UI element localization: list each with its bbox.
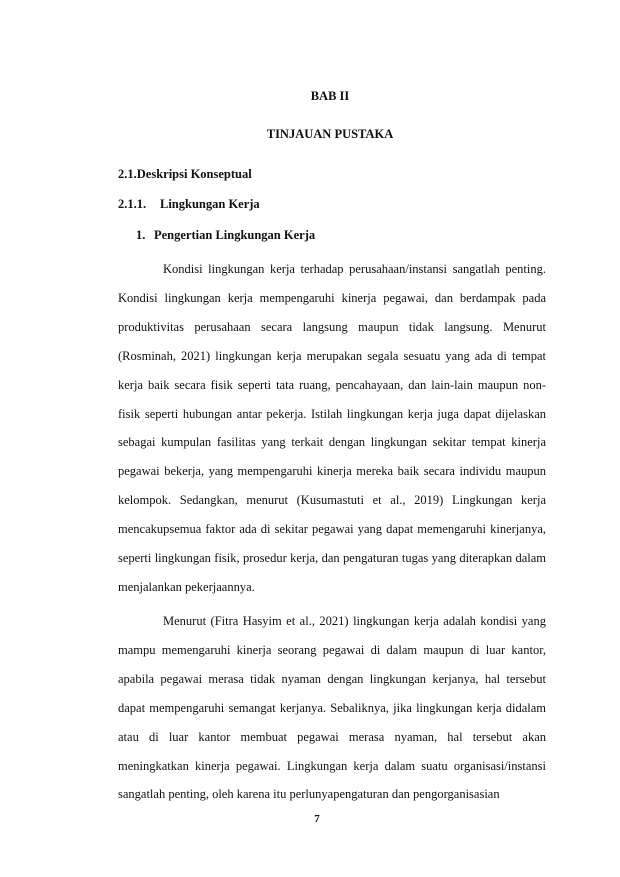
subsection-heading [118,197,260,212]
body-paragraph-1: Kondisi lingkungan kerja terhadap perusahaan/instansi sangatlah penting. Kondisi lingkungan kerja mempengaruhi kinerja pegawai, dan berdampak pada produktivitas perusahaan secara langsung maupun tidak langsung. Menurut (Rosminah, 2021) lingkungan kerja merupakan segala sesuatu yang ada di tempat kerja baik secara fisik seperti tata ruang, pencahayaan, dan lain-lain maupun non-fisik seperti hubungan antar pekerja. Istilah lingkungan kerja juga dapat dijelaskan sebagai kumpulan fasilitas yang terkait dengan lingkungan sekitar tempat kinerja pegawai bekerja, yang mempengaruhi kinerja mereka baik secara individu maupun kelompok. Sedangkan, menurut (Kusumastuti et al., 2019) Lingkungan kerja mencakupsemua faktor ada di sekitar pegawai yang dapat memengaruhi kinerjanya, seperti lingkungan fisik, prosedur kerja, dan pengaturan tugas yang diterapkan dalam menjalankan pekerjaannya. [118,262,546,594]
subsection-number: 2.1.1. [118,197,147,211]
item-number: 1. [136,228,146,242]
body-paragraph-2: Menurut (Fitra Hasyim et al., 2021) lingkungan kerja adalah kondisi yang mampu memengaruhi kinerja seorang pegawai di dalam maupun di luar kantor, apabila pegawai merasa tidak nyaman dengan lingkungan kerjanya, hal tersebut dapat mempengaruhi semangat kerjanya. Sebaliknya, jika lingkungan kerja didalam atau di luar kantor membuat pegawai merasa nyaman, hal tersebut akan meningkatkan kinerja pegawai. Lingkungan kerja dalam suatu organisasi/instansi sangatlah penting, oleh karena itu perlunyapengaturan dan pengorganisasian [118,614,546,802]
chapter-title: TINJAUAN PUSTAKA [266,127,394,141]
chapter-number: BAB II [310,89,350,103]
subsection-title: Lingkungan Kerja [160,197,260,211]
page-number: 7 [314,813,320,825]
item-title: Pengertian Lingkungan Kerja [154,228,316,242]
section-heading: 2.1.Deskripsi Konseptual [118,167,252,181]
item-heading [136,228,315,243]
